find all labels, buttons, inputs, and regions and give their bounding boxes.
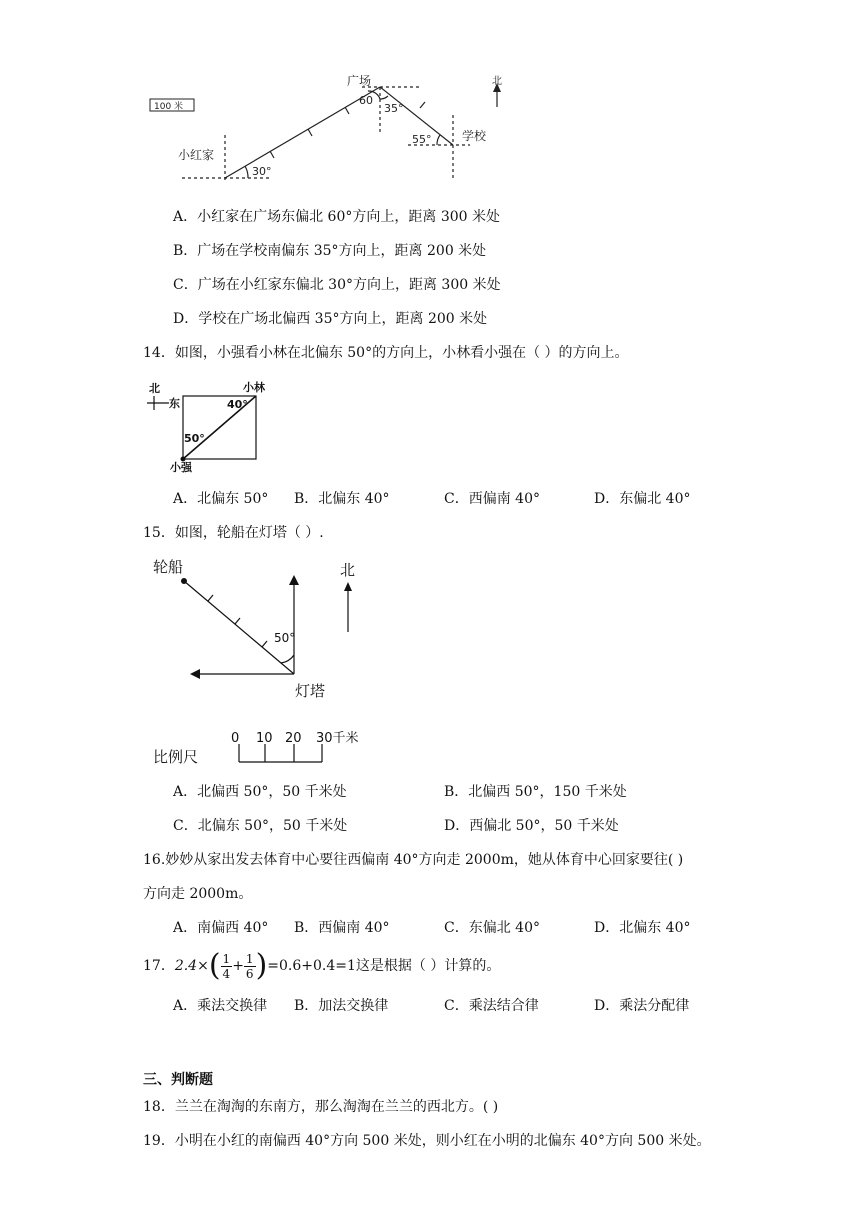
q14-option-c[interactable]: C．西偏南 40°: [444, 491, 540, 507]
school-label: 学校: [462, 129, 487, 143]
q14-angle-top: 40°: [227, 398, 248, 411]
q15-tick-0: 0: [231, 731, 240, 746]
q15-tick-10: 10: [256, 731, 273, 746]
q14-angle-bottom: 50°: [184, 432, 205, 445]
q15-ship: 轮船: [153, 558, 184, 576]
q17-frac1-num: 1: [222, 951, 231, 966]
q17-option-b[interactable]: B．加法交换律: [294, 998, 389, 1014]
q18-stem: 18．兰兰在淘淘的东南方，那么淘淘在兰兰的西北方。( ): [143, 1099, 499, 1115]
q17-option-a[interactable]: A．乘法交换律: [173, 998, 268, 1014]
q13-option-a[interactable]: A．小红家在广场东偏北 60°方向上，距离 300 米处: [173, 209, 500, 225]
q13-figure: [140, 70, 520, 190]
q14-figure: [143, 378, 273, 473]
q15-north: 北: [340, 561, 356, 579]
q17-plus: +: [232, 958, 244, 974]
q17-frac1-den: 4: [222, 966, 231, 981]
q16-stem-line1: 16.妙妙从家出发去体育中心要往西偏南 40°方向走 2000m，她从体育中心回家要往( ): [143, 852, 684, 868]
q15-stem: 15．如图，轮船在灯塔（ ）.: [143, 525, 324, 541]
q17-expr-prefix: 2.4×: [174, 958, 209, 974]
q16-option-c[interactable]: C．东偏北 40°: [444, 920, 540, 936]
q15-ship-line: [184, 581, 294, 674]
q15-option-b[interactable]: B．北偏西 50°，150 千米处: [444, 784, 627, 800]
home-label: 小红家: [178, 148, 215, 162]
north-label: 北: [492, 76, 502, 87]
q17-option-d[interactable]: D．乘法分配律: [594, 998, 690, 1014]
plaza-label: 广场: [347, 74, 372, 88]
q17-fraction-2: [244, 952, 256, 981]
q15-option-d[interactable]: D．西偏北 50°，50 千米处: [444, 818, 619, 834]
q15-tick-20: 20: [285, 731, 302, 746]
q17-right-paren: ): [255, 948, 268, 983]
q17-stem-tail: 这是根据（ ）计算的。: [355, 958, 501, 974]
angle-home: 30°: [252, 165, 272, 178]
q15-option-a[interactable]: A．北偏西 50°，50 千米处: [173, 784, 347, 800]
q17-expr-suffix: =0.6+0.4=1: [267, 958, 356, 974]
scale-label: 100 米: [154, 102, 184, 112]
q15-lighthouse: 灯塔: [295, 682, 326, 700]
q17-stem: [143, 946, 500, 986]
angle-plaza-right: 35°: [384, 102, 404, 115]
q14-option-d[interactable]: D．东偏北 40°: [594, 491, 691, 507]
q16-option-a[interactable]: A．南偏西 40°: [173, 920, 269, 936]
q16-option-b[interactable]: B．西偏南 40°: [294, 920, 390, 936]
q17-left-paren: (: [208, 948, 221, 983]
q15-tick-30: 30千米: [316, 731, 359, 746]
q15-scale-label: 比例尺: [153, 748, 199, 766]
q13-option-c[interactable]: C．广场在小红家东偏北 30°方向上，距离 300 米处: [173, 277, 501, 293]
q14-east: 东: [169, 397, 180, 410]
q13-option-b[interactable]: B．广场在学校南偏东 35°方向上，距离 200 米处: [173, 243, 487, 259]
q14-option-b[interactable]: B．北偏东 40°: [294, 491, 390, 507]
q14-stem: 14．如图，小强看小林在北偏东 50°的方向上，小林看小强在（ ）的方向上。: [143, 345, 629, 361]
angle-plaza-left: 60: [359, 94, 373, 107]
q17-option-c[interactable]: C．乘法结合律: [444, 998, 539, 1014]
q14-north: 北: [149, 382, 160, 395]
q17-frac2-den: 6: [245, 966, 254, 981]
q17-frac2-num: 1: [245, 951, 254, 966]
q17-fraction-1: [221, 952, 233, 981]
angle-school: 55°: [412, 133, 432, 146]
q15-option-c[interactable]: C．北偏东 50°，50 千米处: [173, 818, 348, 834]
q16-stem-line2: 方向走 2000m。: [143, 886, 253, 902]
q16-option-d[interactable]: D．北偏东 40°: [594, 920, 691, 936]
q15-angle: 50°: [274, 631, 296, 645]
q19-stem: 19．小明在小红的南偏西 40°方向 500 米处，则小红在小明的北偏东 40°方向 500 米处。: [143, 1133, 711, 1149]
q14-lin: 小林: [243, 381, 265, 394]
route-home-plaza: [225, 87, 380, 178]
q13-option-d[interactable]: D．学校在广场北偏西 35°方向上，距离 200 米处: [173, 311, 488, 327]
section-3-title: 三、判断题: [143, 1072, 213, 1088]
q14-option-a[interactable]: A．北偏东 50°: [173, 491, 269, 507]
q15-figure: [150, 552, 380, 772]
q17-number: 17．: [143, 958, 175, 974]
q14-qiang: 小强: [170, 461, 192, 473]
